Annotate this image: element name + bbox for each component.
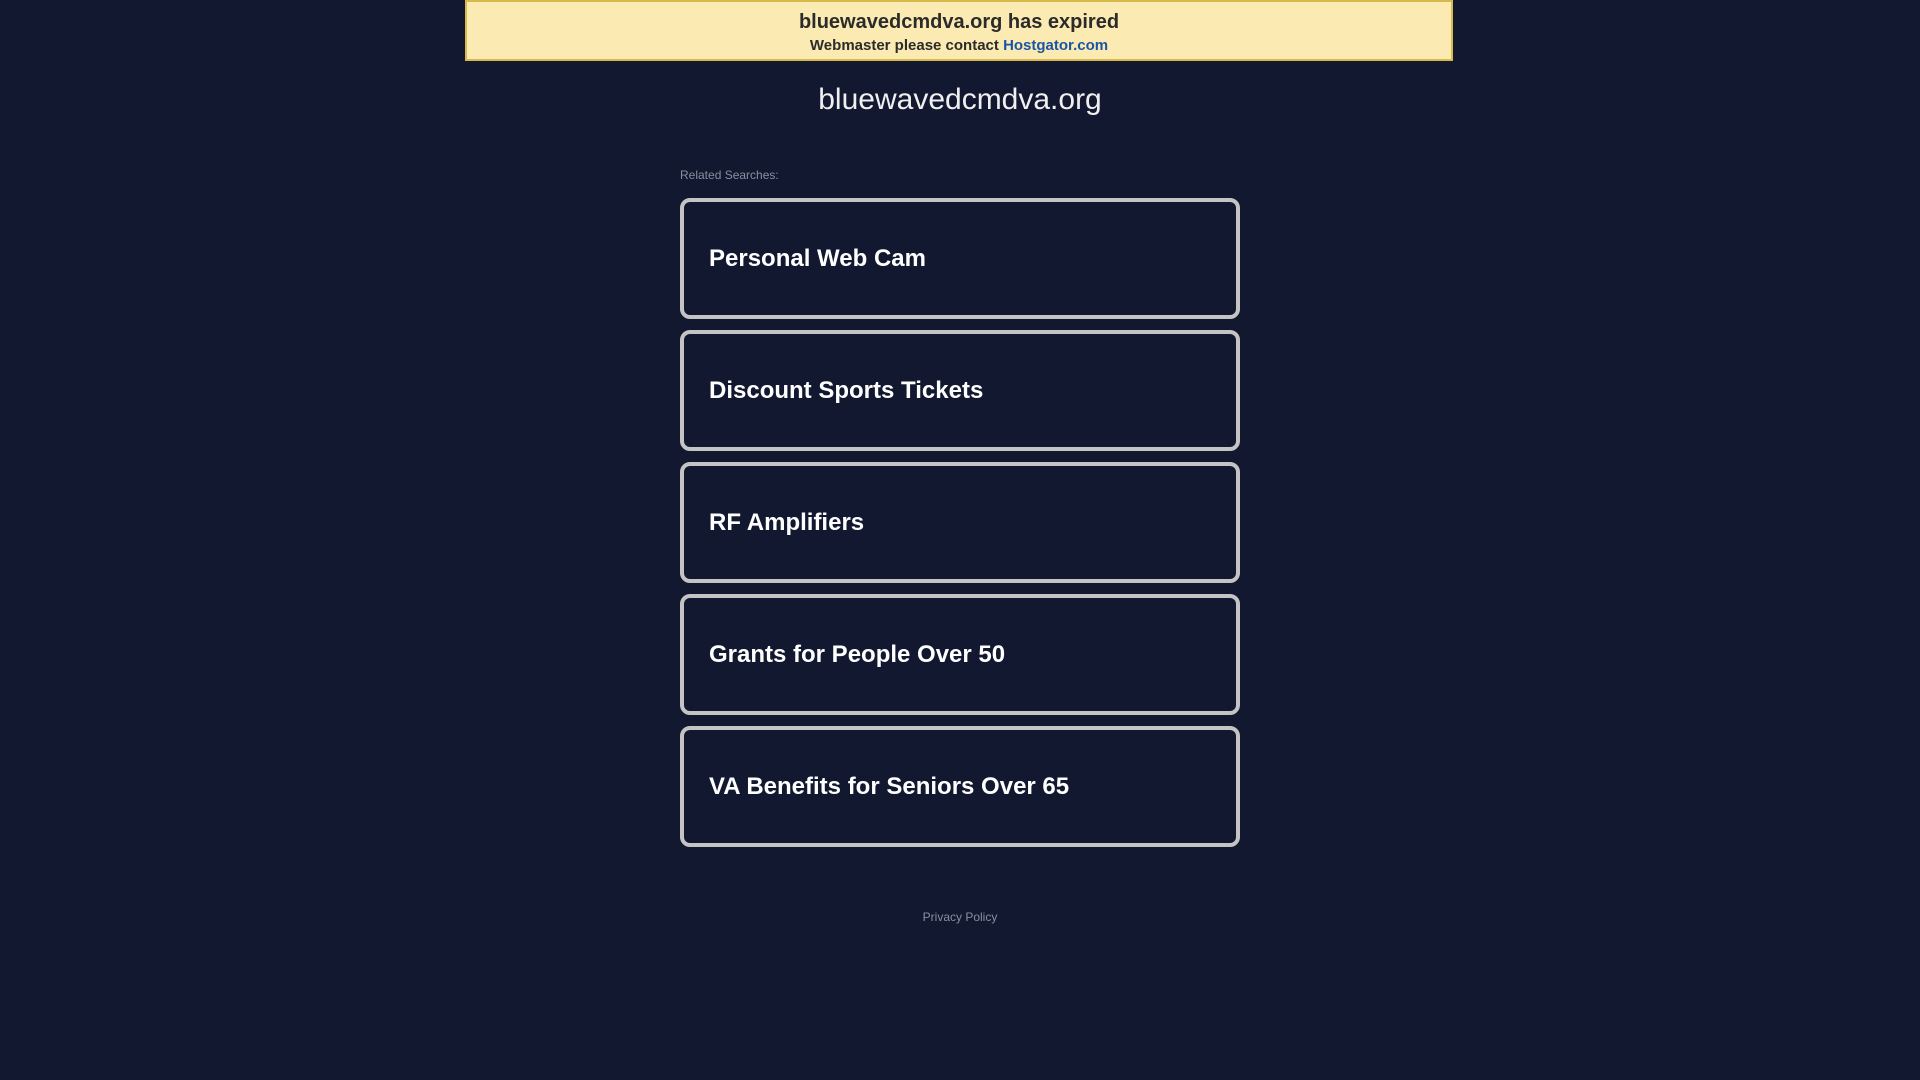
expired-subtitle-text: Webmaster please contact bbox=[809, 37, 999, 54]
footer bbox=[0, 910, 1920, 924]
related-search-rf-amplifiers[interactable]: RF Amplifiers bbox=[680, 462, 1240, 583]
domain-heading: bluewavedcmdva.org bbox=[818, 83, 1102, 116]
related-searches-list bbox=[680, 198, 1240, 858]
related-search-grants-over-50[interactable]: Grants for People Over 50 bbox=[680, 594, 1240, 715]
related-search-discount-sports-tickets[interactable]: Discount Sports Tickets bbox=[680, 330, 1240, 451]
expired-banner bbox=[465, 0, 1453, 61]
expired-subtitle bbox=[467, 37, 1451, 55]
related-search-personal-web-cam[interactable]: Personal Web Cam bbox=[680, 198, 1240, 319]
hostgator-link[interactable]: Hostgator.com bbox=[1003, 37, 1109, 54]
related-search-va-benefits-over-65[interactable]: VA Benefits for Seniors Over 65 bbox=[680, 726, 1240, 847]
privacy-policy-link[interactable]: Privacy Policy bbox=[922, 910, 998, 924]
expired-title: bluewavedcmdva.org has expired bbox=[798, 11, 1120, 33]
related-searches-label: Related Searches: bbox=[680, 168, 779, 182]
